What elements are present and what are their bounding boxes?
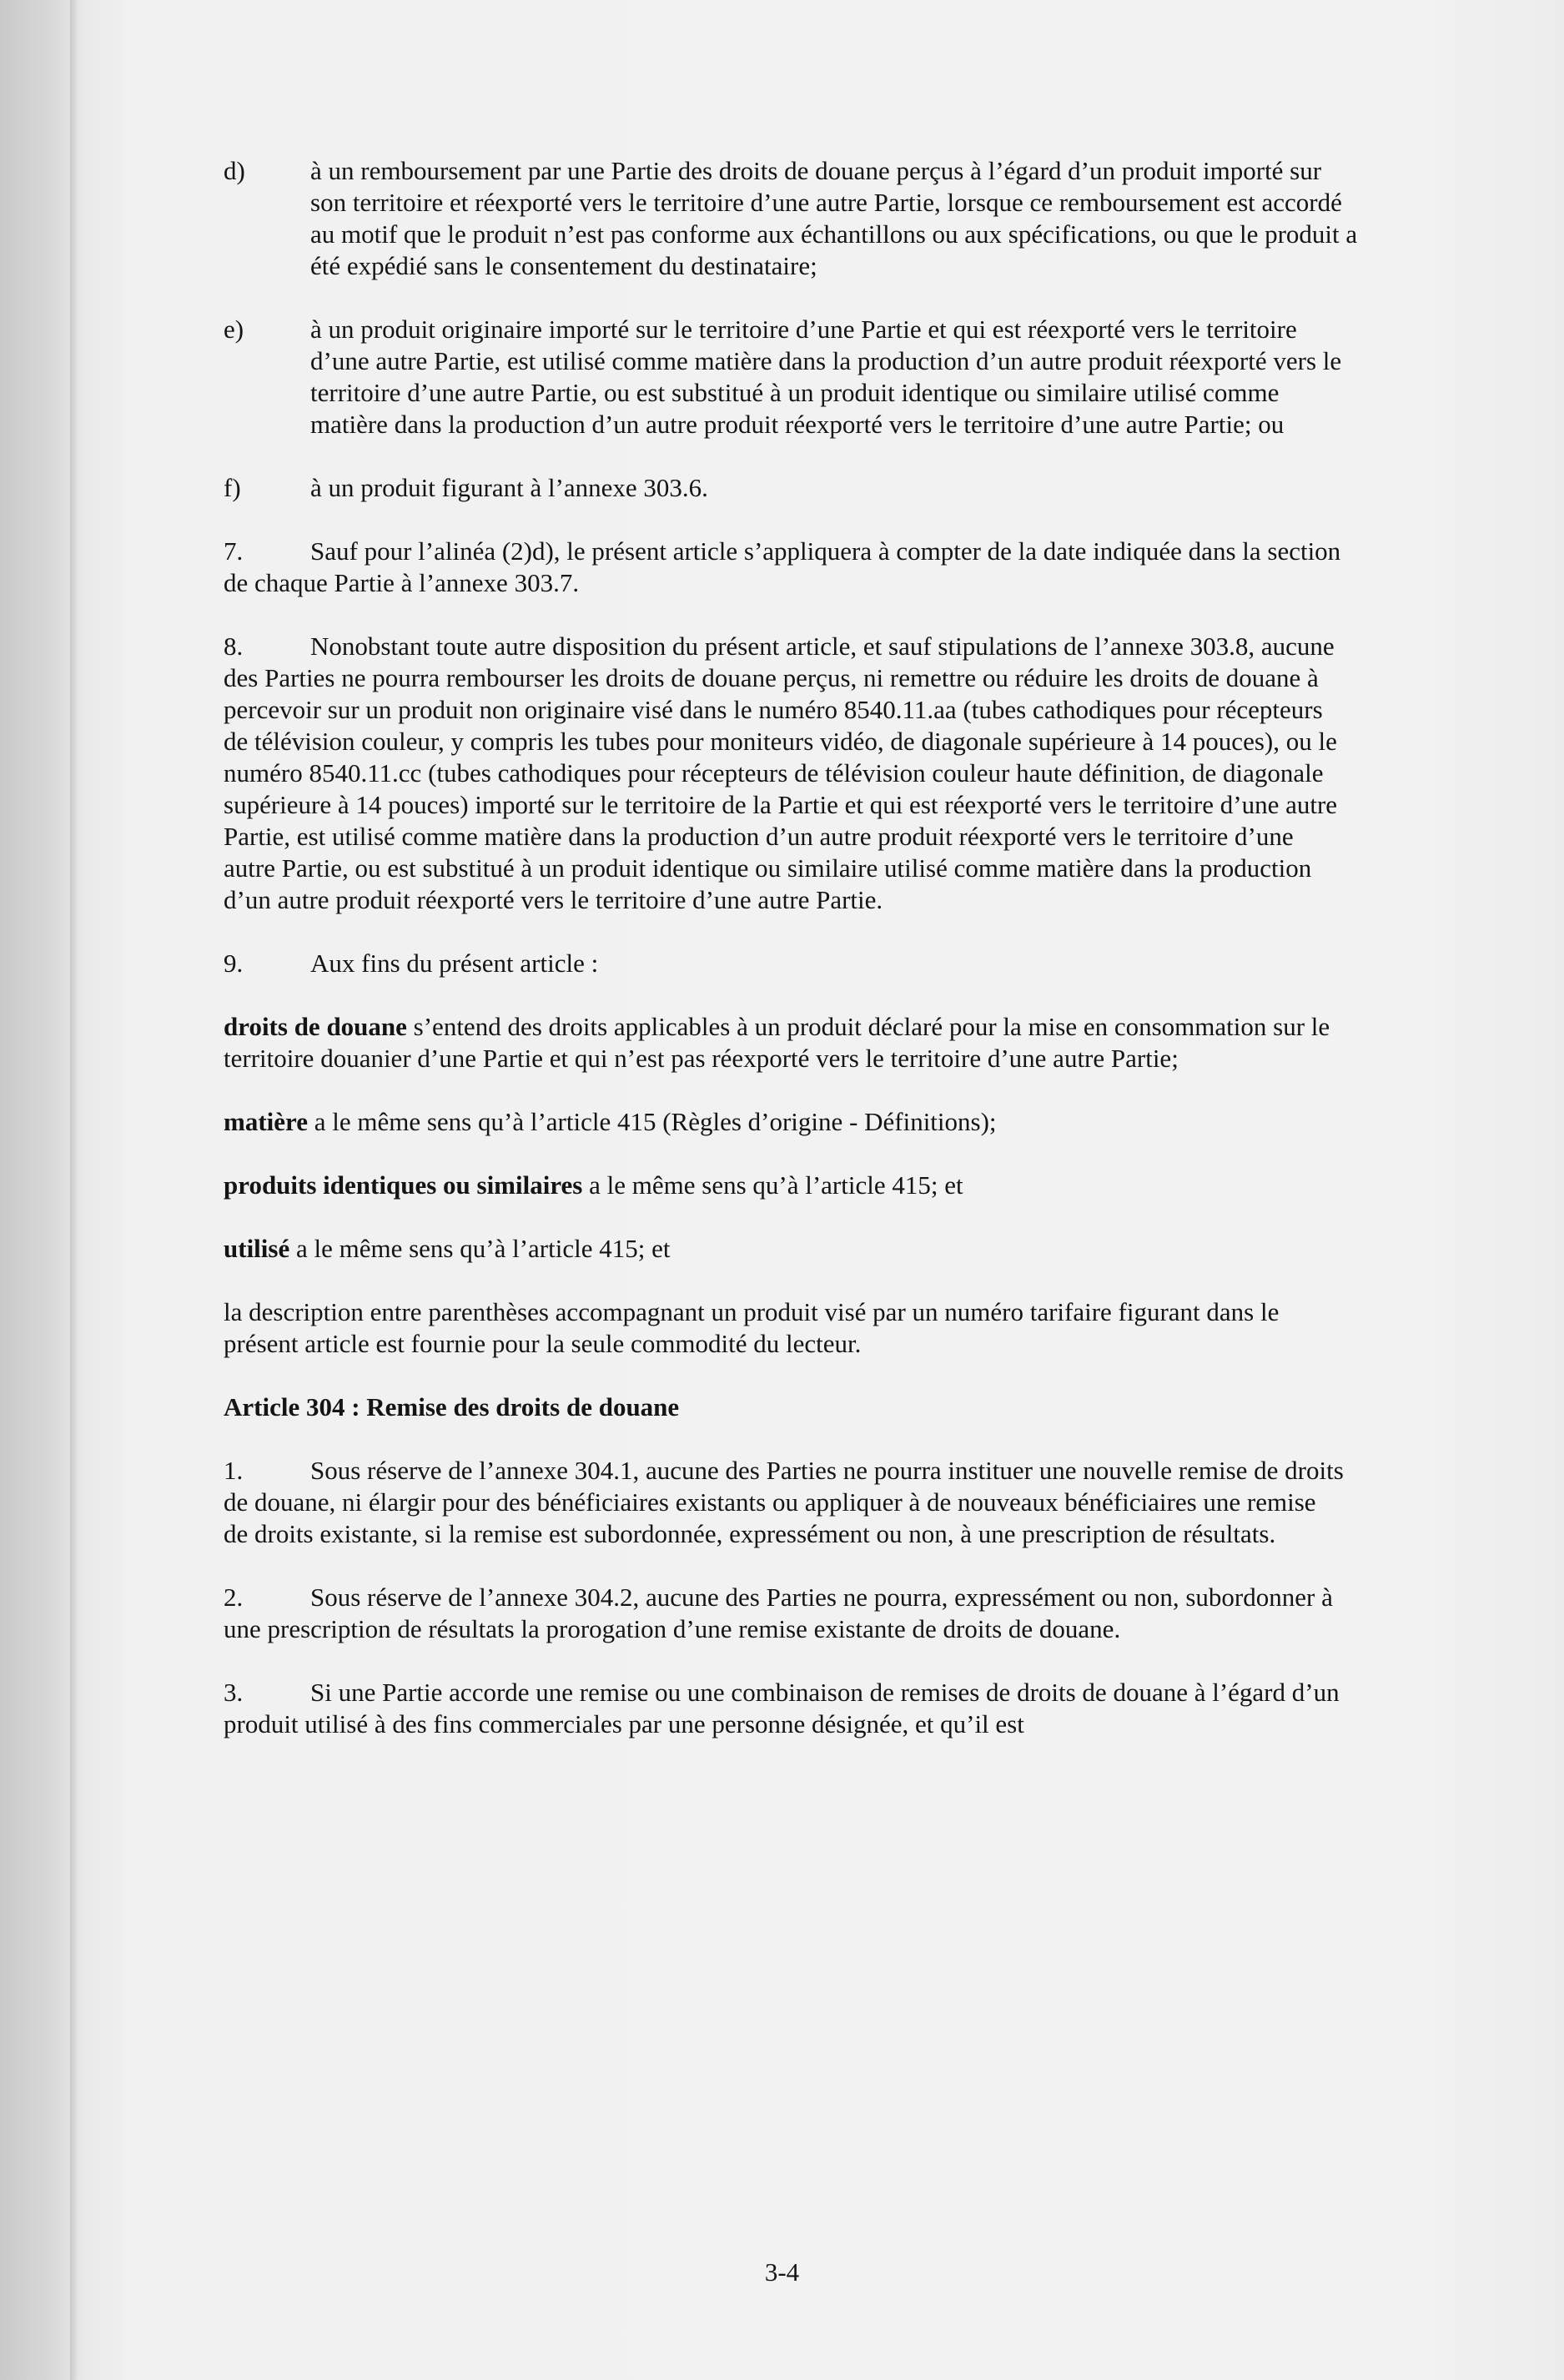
definition-term: droits de douane bbox=[224, 1012, 407, 1041]
paragraph-number: 3. bbox=[224, 1678, 244, 1707]
article-paragraph-1 bbox=[224, 1455, 1345, 1550]
definition-term: matière bbox=[224, 1107, 308, 1136]
list-item-d bbox=[224, 155, 1358, 282]
definition-text: a le même sens qu’à l’article 415; et bbox=[582, 1170, 963, 1200]
definition-produits-identiques bbox=[224, 1170, 1345, 1201]
document-body bbox=[224, 155, 1358, 1772]
list-item-f bbox=[224, 472, 1358, 504]
article-heading: Article 304 : Remise des droits de douane bbox=[224, 1392, 680, 1421]
definition-term: produits identiques ou similaires bbox=[224, 1170, 583, 1200]
item-text: à un remboursement par une Partie des droits de douane perçus à l’égard d’un produit importé sur son territoire et réexporté vers le territoire d’une autre Partie, lorsque ce remboursement est accordé au motif que le produit n’est pas conforme aux échantillons ou aux spécifications, ou que le produit a été expédié sans le consentement du destinataire; bbox=[310, 156, 1358, 280]
definition-droits-de-douane bbox=[224, 1011, 1345, 1074]
paragraph-text: Sous réserve de l’annexe 304.2, aucune des Parties ne pourra, expressément ou non, subordonner à une prescription de résultats la prorogation d’une remise existante de droits de douane. bbox=[224, 1582, 1333, 1643]
item-text: à un produit originaire importé sur le territoire d’une Partie et qui est réexporté vers le territoire d’une autre Partie, est utilisé comme matière dans la production d’un autre produit réexporté vers le territoire d’une autre Partie, ou est substitué à un produit identique ou similaire utilisé comme matière dans la production d’un autre produit réexporté vers le territoire d’une autre Partie; ou bbox=[310, 314, 1342, 439]
definition-term: utilisé bbox=[224, 1234, 290, 1263]
paragraph-text: Aux fins du présent article : bbox=[310, 948, 599, 978]
paragraph-9 bbox=[224, 948, 1345, 979]
article-paragraph-2 bbox=[224, 1582, 1345, 1645]
definition-text: a le même sens qu’à l’article 415 (Règles d’origine - Définitions); bbox=[307, 1107, 997, 1136]
paragraph-text: Sous réserve de l’annexe 304.1, aucune des Parties ne pourra instituer une nouvelle remise de droits de douane, ni élargir pour des bénéficiaires existants ou appliquer à de nouveaux bénéficiaires une remise de droits existante, si la remise est subordonnée, expressément ou non, à une prescription de résultats. bbox=[224, 1456, 1344, 1548]
paragraph-8 bbox=[224, 631, 1345, 916]
paragraph-text: Si une Partie accorde une remise ou une combinaison de remises de droits de douane à l’égard d’un produit utilisé à des fins commerciales par une personne désignée, et qu’il est bbox=[224, 1678, 1340, 1738]
paragraph-number: 9. bbox=[224, 948, 244, 978]
definition-matiere bbox=[224, 1106, 1345, 1138]
list-item-e bbox=[224, 314, 1358, 440]
definition-utilise bbox=[224, 1233, 1345, 1265]
page-number: 3-4 bbox=[764, 2257, 800, 2287]
item-label: e) bbox=[224, 314, 244, 344]
paragraph-number: 1. bbox=[224, 1456, 244, 1485]
definition-text: a le même sens qu’à l’article 415; et bbox=[289, 1234, 671, 1263]
definition-text: s’entend des droits applicables à un produit déclaré pour la mise en consommation sur le territoire douanier d’une Partie et qui n’est pas réexporté vers le territoire d’une autre Partie; bbox=[224, 1012, 1330, 1073]
item-label: f) bbox=[224, 473, 241, 502]
closing-definition: la description entre parenthèses accompagnant un produit visé par un numéro tarifaire figurant dans le présent article est fournie pour la seule commodité du lecteur. bbox=[224, 1297, 1280, 1358]
paragraph-text: Sauf pour l’alinéa (2)d), le présent article s’appliquera à compter de la date indiquée dans la section de chaque Partie à l’annexe 303.7. bbox=[224, 536, 1341, 597]
binding-edge bbox=[70, 0, 78, 2380]
paragraph-number: 2. bbox=[224, 1582, 244, 1612]
paragraph-text: Nonobstant toute autre disposition du présent article, et sauf stipulations de l’annexe 303.8, aucune des Parties ne pourra rembourser les droits de douane perçus, ni remettre ou réduire les droits de douane à percevoir sur un produit non originaire visé dans le numéro 8540.11.aa (tubes cathodiques pour récepteurs de télévision couleur, y compris les tubes pour moniteurs vidéo, de diagonale supérieure à 14 pouces), ou le numéro 8540.11.cc (tubes cathodiques pour récepteurs de télévision couleur haute définition, de diagonale supérieure à 14 pouces) importé sur le territoire de la Partie et qui est réexporté vers le territoire d’une autre Partie, est utilisé comme matière dans la production d’un autre produit réexporté vers le territoire d’une autre Partie, ou est substitué à un produit identique ou similaire utilisé comme matière dans la production d’un autre produit réexporté vers le territoire d’une autre Partie. bbox=[224, 631, 1338, 914]
paragraph-7 bbox=[224, 536, 1345, 599]
item-text: à un produit figurant à l’annexe 303.6. bbox=[310, 473, 708, 502]
item-label: d) bbox=[224, 156, 245, 185]
article-paragraph-3 bbox=[224, 1677, 1345, 1740]
paragraph-number: 7. bbox=[224, 536, 244, 566]
paragraph-number: 8. bbox=[224, 631, 244, 661]
